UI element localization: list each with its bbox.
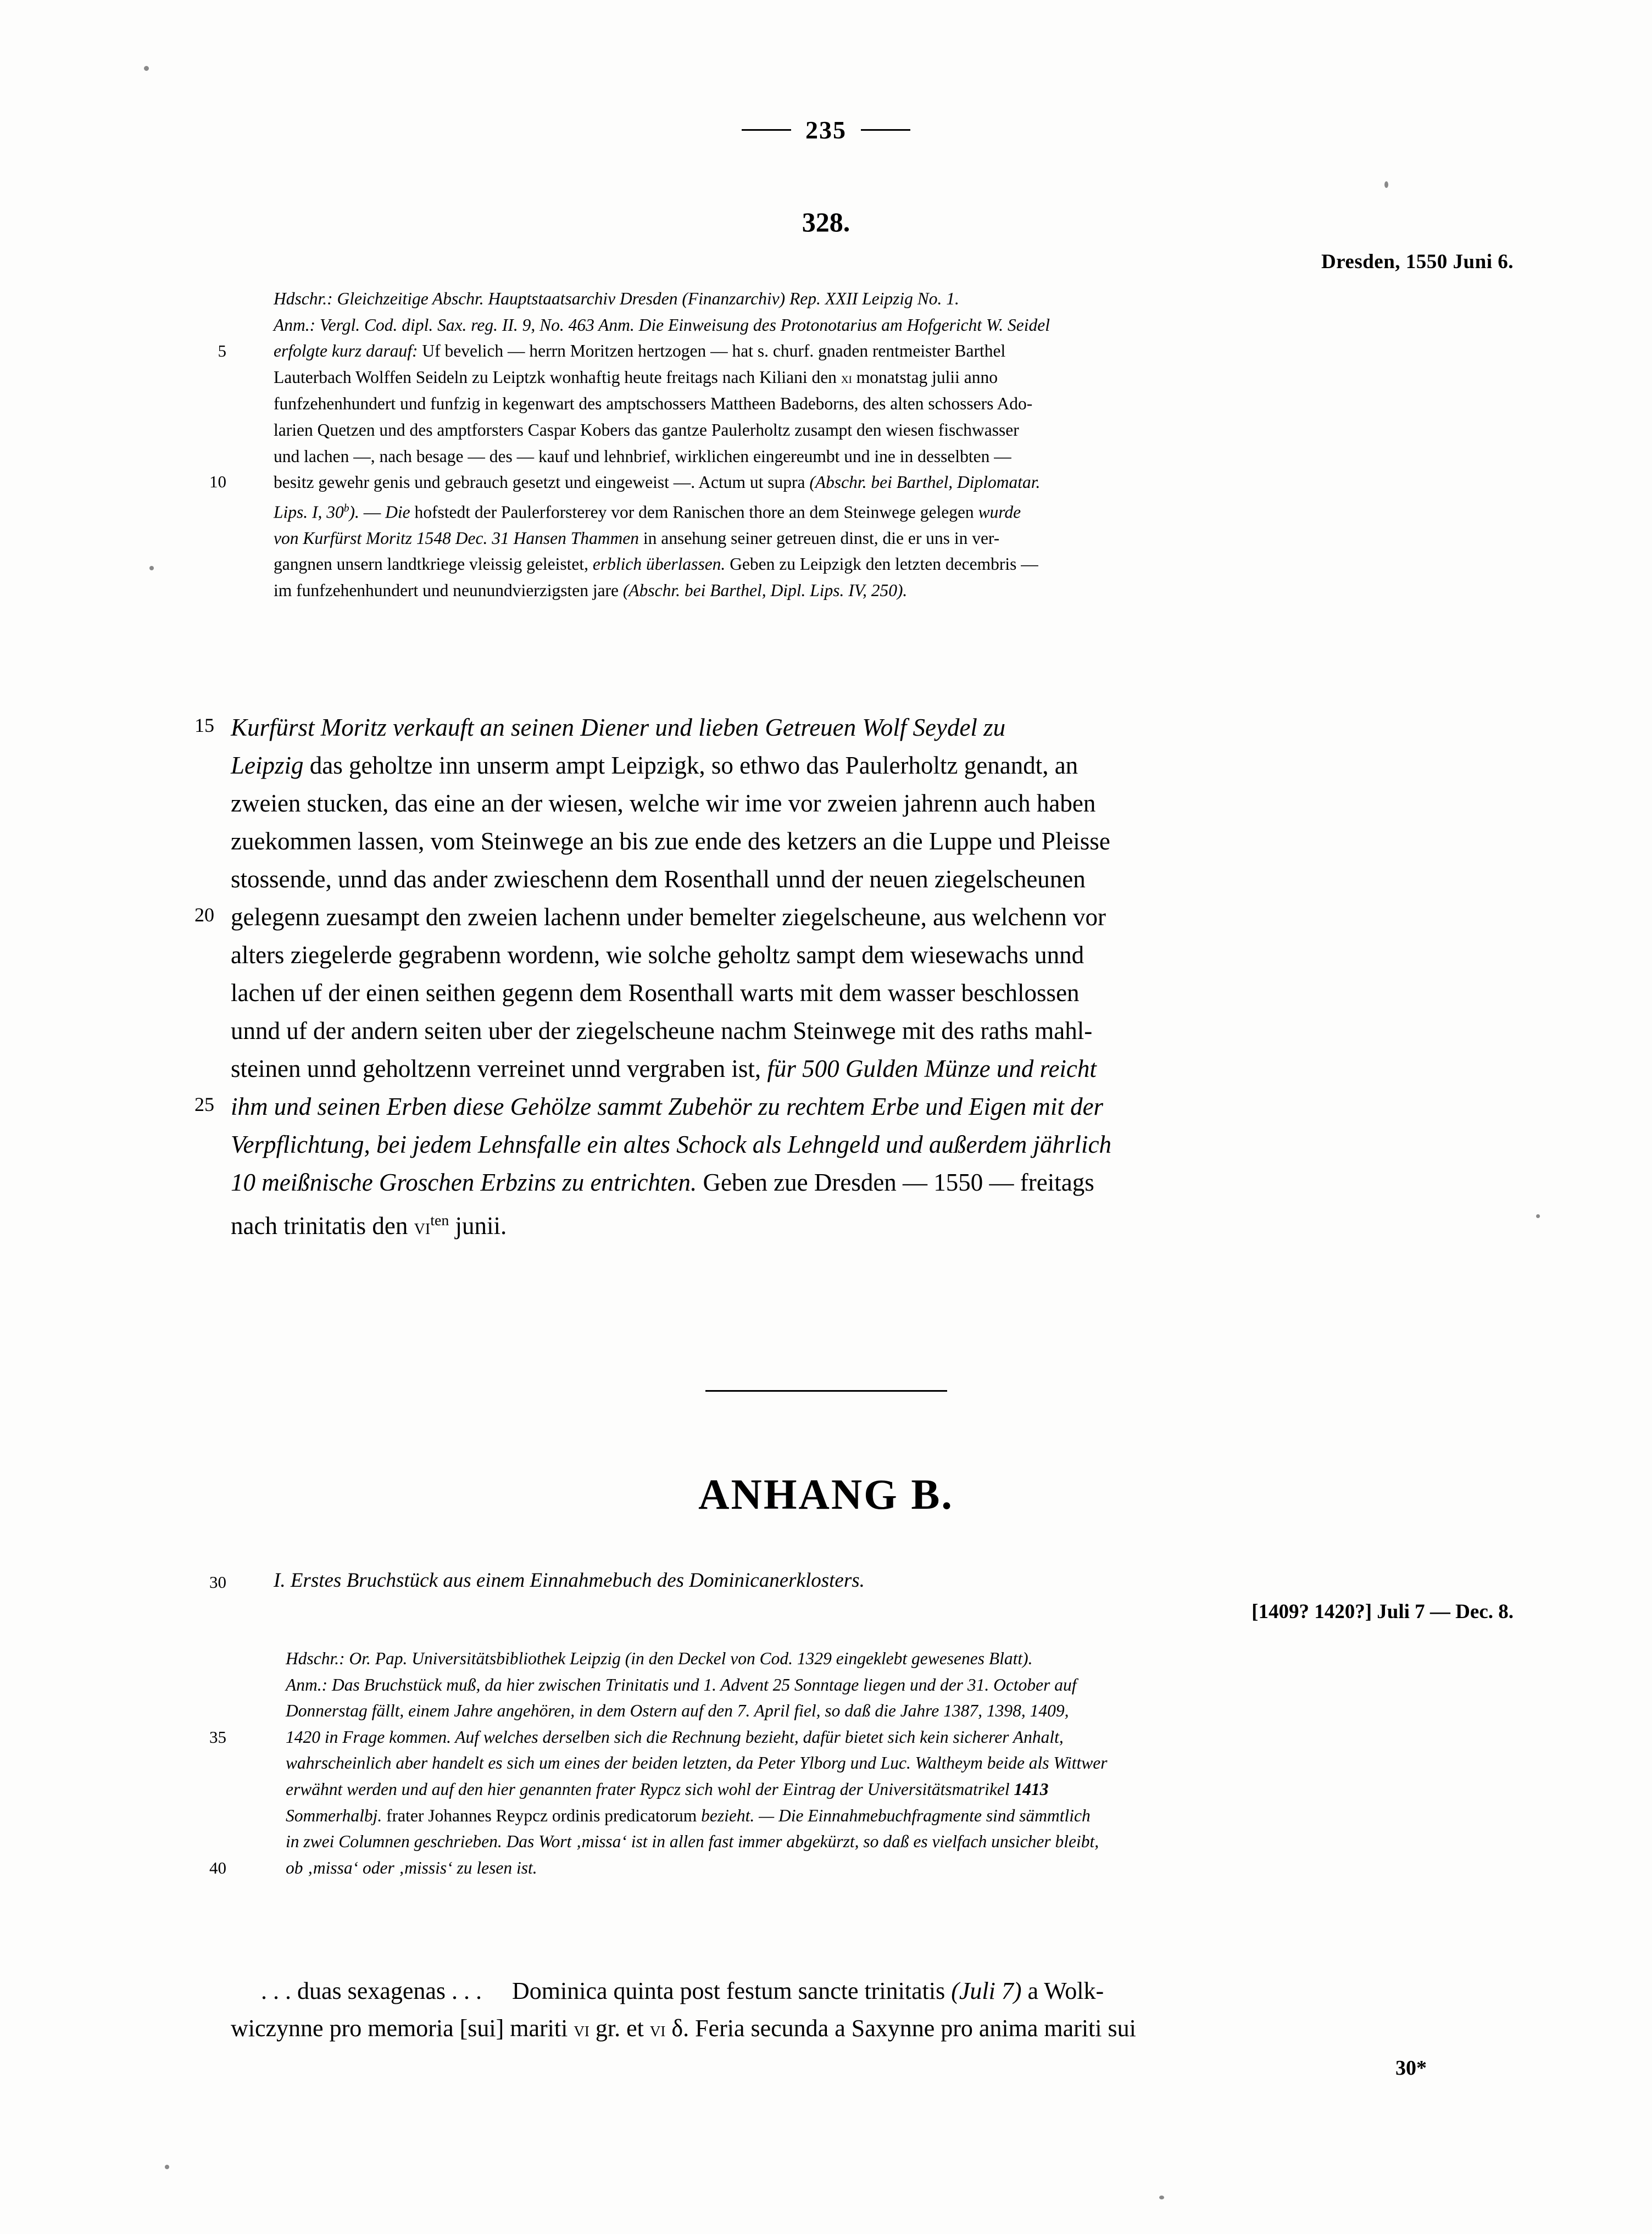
page-number: 235 <box>805 116 847 144</box>
text-line: steinen unnd geholtzenn verreinet unnd vergraben ist, für 500 Gulden Münze und reicht <box>231 1055 1097 1082</box>
latin-excerpt <box>231 1972 1516 2048</box>
line-number-30: 30 <box>209 1572 226 1592</box>
text-line: Sommerhalbj. frater Johannes Reypcz ordinis predicatorum bezieht. — Die Einnahmebuchfragmente sind sämmtlich <box>286 1805 1091 1825</box>
anhang-title: ANHANG B. <box>698 1470 954 1518</box>
text-line: in zwei Columnen geschrieben. Das Wort ‚missa‘ ist in allen fast immer abgekürzt, so daß es vielfach unsicher bleibt, <box>286 1832 1099 1852</box>
text-line: Anm.: Das Bruchstück muß, da hier zwischen Trinitatis und 1. Advent 25 Sonntage liegen und der 31. October auf <box>286 1675 1077 1694</box>
text-line: erfolgte kurz darauf: Uf bevelich — herrn Moritzen hertzogen — hat s. churf. gnaden rentmeister Barthel <box>274 341 1006 361</box>
text-line: wiczynne pro memoria [sui] mariti vi gr. et vi δ. Feria secunda a Saxynne pro anima mariti sui <box>231 2015 1136 2042</box>
text-line: Hdschr.: Or. Pap. Universitätsbibliothek Leipzig (in den Deckel von Cod. 1329 eingeklebt gewesenes Blatt). <box>286 1649 1033 1668</box>
text-line: gelegenn zuesampt den zweien lachenn under bemelter ziegelscheune, aus welchenn vor <box>231 903 1106 931</box>
anhang-date-heading: [1409? 1420?] Juli 7 — Dec. 8. <box>1251 1601 1514 1623</box>
folio-signature-mark: 30* <box>1395 2057 1427 2080</box>
line-number-25: 25 <box>194 1093 214 1115</box>
text-line: ob ‚missa‘ oder ‚missis‘ zu lesen ist. <box>286 1858 537 1877</box>
document-number: 328. <box>802 207 850 237</box>
text-line: 10 meißnische Groschen Erbzins zu entrichten. Geben zue Dresden — 1550 — freitags <box>231 1169 1094 1196</box>
scan-speck <box>1384 181 1388 188</box>
line-number-15: 15 <box>194 714 214 736</box>
apparatus-block <box>274 286 1514 604</box>
scan-speck <box>165 2165 169 2169</box>
rule-left <box>742 129 791 131</box>
scan-speck <box>149 566 154 570</box>
text-line: erwähnt werden und auf den hier genannten frater Rypcz sich wohl der Eintrag der Universitätsmatrikel 1413 <box>286 1779 1049 1799</box>
text-line: Kurfürst Moritz verkauft an seinen Diener und lieben Getreuen Wolf Seydel zu <box>231 714 1006 741</box>
text-line: 1420 in Frage kommen. Auf welches derselben sich die Rechnung bezieht, dafür bietet sich kein sicherer Anhalt, <box>286 1727 1064 1747</box>
text-line: Lips. I, 30$^b$). — Die hofstedt der Paulerforsterey vor dem Ranischen thore an dem Steinwege gelegen wurde <box>274 502 1021 522</box>
text-line: . . . duas sexagenas . . . Dominica quinta post festum sancte trinitatis (Juli 7) a Wolk- <box>231 1977 1104 2004</box>
line-number-10: 10 <box>209 472 226 492</box>
text-line: zuekommen lassen, vom Steinwege an bis zue ende des ketzers an die Luppe und Pleisse <box>231 827 1110 855</box>
text-line: funfzehenhundert und funfzig in kegenwart des amptschossers Mattheen Badeborns, des alten schossers Ado- <box>274 394 1033 414</box>
text-line: Donnerstag fällt, einem Jahre angehören, in dem Ostern auf den 7. April fiel, so daß die Jahre 1387, 1398, 1409, <box>286 1701 1069 1721</box>
text-line: von Kurfürst Moritz 1548 Dec. 31 Hansen Thammen in ansehung seiner getreuen dinst, die er uns in ver- <box>274 528 1000 548</box>
text-line: wahrscheinlich aber handelt es sich um eines der beiden letzten, da Peter Ylborg und Luc. Waltheym beide als Wittwer <box>286 1753 1108 1773</box>
regest-body <box>231 709 1516 1246</box>
scan-speck <box>1536 1214 1540 1218</box>
rule-right <box>861 129 910 131</box>
text-line: larien Quetzen und des amptforsters Caspar Kobers das gantze Paulerholtz zusampt den wiesen fischwasser <box>274 420 1019 440</box>
text-line: ihm und seinen Erben diese Gehölze sammt Zubehör zu rechtem Erbe und Eigen mit der <box>231 1093 1104 1120</box>
text-line: Hdschr.: Gleichzeitige Abschr. Hauptstaatsarchiv Dresden (Finanzarchiv) Rep. XXII Leipzig No. 1. <box>274 289 959 308</box>
anhang-subtitle: I. Erstes Bruchstück aus einem Einnahmebuch des Dominicanerklosters. <box>274 1569 865 1592</box>
text-line: gangnen unsern landtkriege vleissig geleistet, erblich überlassen. Geben zu Leipzigk den letzten decembris — <box>274 554 1038 574</box>
line-number-20: 20 <box>194 903 214 926</box>
text-line: unnd uf der andern seiten uber der ziegelscheune nachm Steinwege mit des raths mahl- <box>231 1017 1093 1044</box>
line-number-35: 35 <box>209 1727 226 1747</box>
document-date-heading: Dresden, 1550 Juni 6. <box>1321 251 1514 273</box>
section-divider <box>705 1390 947 1392</box>
text-line: stossende, unnd das ander zwieschenn dem Rosenthall unnd der neuen ziegelscheunen <box>231 865 1086 893</box>
text-line: nach trinitatis den $vi^{ten}$ junii. <box>231 1212 507 1240</box>
text-line: Lauterbach Wolffen Seideln zu Leiptzk wonhaftig heute freitags nach Kiliani den xi monatstag julii anno <box>274 367 998 387</box>
anhang-apparatus-block <box>286 1646 1514 1881</box>
text-line: lachen uf der einen seithen gegenn dem Rosenthall warts mit dem wasser beschlossen <box>231 979 1080 1007</box>
running-head <box>0 115 1652 145</box>
text-line: Anm.: Vergl. Cod. dipl. Sax. reg. II. 9, No. 463 Anm. Die Einweisung des Protonotarius am Hofgericht W. Seidel <box>274 315 1050 335</box>
text-line: besitz gewehr genis und gebrauch gesetzt und eingeweist —. Actum ut supra (Abschr. bei Barthel, Diplomatar. <box>274 473 1041 492</box>
scan-speck <box>144 66 149 71</box>
text-line: zweien stucken, das eine an der wiesen, welche wir ime vor zweien jahrenn auch haben <box>231 790 1096 817</box>
text-line: im funfzehenhundert und neunundvierzigsten jare (Abschr. bei Barthel, Dipl. Lips. IV, 250). <box>274 581 908 601</box>
text-line: Verpflichtung, bei jedem Lehnsfalle ein altes Schock als Lehngeld und außerdem jährlich <box>231 1131 1112 1158</box>
scan-speck <box>1159 2196 1164 2199</box>
text-line: Leipzig das geholtze inn unserm ampt Leipzigk, so ethwo das Paulerholtz genandt, an <box>231 752 1078 779</box>
line-number-5: 5 <box>218 341 226 361</box>
text-line: alters ziegelerde gegrabenn wordenn, wie solche geholtz sampt dem wiesewachs unnd <box>231 941 1084 969</box>
text-line: und lachen —, nach besage — des — kauf und lehnbrief, wirklichen eingereumbt und ine in desselbten — <box>274 446 1011 466</box>
line-number-40: 40 <box>209 1858 226 1877</box>
